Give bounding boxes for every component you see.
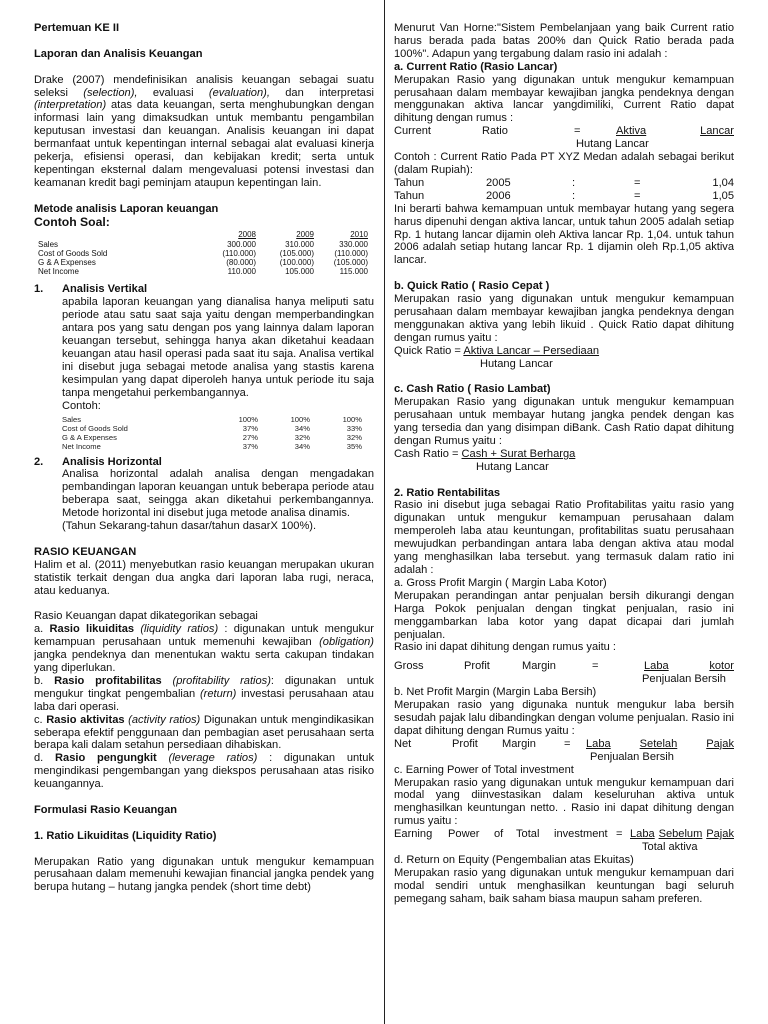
- column-divider: [384, 0, 385, 1024]
- kategori-d: d. Rasio pengungkit (leverage ratios) : digunakan untuk mengindikasi pengembangan yang diekspos perusahaan atas risiko keuangannya.: [34, 752, 374, 791]
- left-column: [34, 0, 374, 1024]
- current-ratio-example: Contoh : Current Ratio Pada PT XYZ Medan adalah sebagai berikut (dalam Rupiah):: [394, 151, 734, 176]
- horizontal-heading: 2. Analisis Horizontal: [34, 455, 162, 468]
- cash-ratio-formula: Cash Ratio = Cash + Surat Berharga Hutang Lancar: [394, 447, 576, 473]
- roe-title: d. Return on Equity (Pengembalian atas Ekuitas): [394, 853, 634, 866]
- page-title: Pertemuan KE II: [34, 22, 120, 34]
- current-ratio-row: Tahun 2005 : = 1,04: [394, 176, 734, 189]
- npm-formula: Net Profit Margin = Laba Setelah Pajak Penjualan Bersih: [394, 737, 734, 763]
- quick-ratio-title: b. Quick Ratio ( Rasio Cepat ): [394, 280, 550, 293]
- kategori-a: a. Rasio likuiditas (liquidity ratios) : digunakan untuk mengukur kemampuan perusahaan untuk memenuhi kewajiban (obligation) jangka pendeknya dan menentukan waktu serta cakupan tindakan yang diperlukan.: [34, 623, 374, 674]
- formulasi-title: Formulasi Rasio Keuangan: [34, 803, 178, 816]
- table-row: Cost of Goods Sold 37% 34% 33%: [62, 423, 362, 433]
- current-ratio-formula: Current Ratio = Aktiva Lancar Hutang Lancar: [394, 125, 734, 151]
- horizontal-text: Analisa horizontal adalah analisa dengan mengadakan pembandingan laporan keuangan untuk beberapa periode atau beberapa saat, seingga akan diketahui perkembangannya. Metode horizontal ini disebut juga metode analisa dinamis.: [62, 468, 374, 520]
- contoh-label: Contoh:: [62, 399, 101, 412]
- intro-paragraph: Drake (2007) mendefinisikan analisis keuangan sebagai suatu seleksi (selection), evaluasi (evaluation), dan interpretasi (interpretation) atas data keuangan, serta menghubungkan dengan informasi lain yang dimaksudkan untuk membantu pengambilan keputusan investasi dan keuangan. Analisis keuangan ini dapat bermanfaat untuk kepentingan internal sebagai alat evaluasi kinerja pekerja, efisiensi operasi, dan kebijakan kredit; serta untuk kepentingan eksternal dalam mengevaluasi potensi investasi dan keamanan kredit bagi peminjam ataupun kepentingan lain.: [34, 73, 374, 189]
- epti-text: Merupakan rasio yang digunakan untuk mengukur kemampuan dari modal yang diinvestasikan dalam keseluruhan aktiva untuk menghasilkan keuntungan netto. . Rasio ini dapat dihitung dengan rumus yaitu :: [394, 776, 734, 828]
- npm-text: Merupakan rasio yang digunaka nuntuk mengukur laba bersih sesudah pajak lalu dibandingkan dengan volume penjualan. Rasio ini dapat dihitung dengan Rumus yaitu :: [394, 699, 734, 737]
- metode-title: Metode analisis Laporan keuangan: [34, 202, 219, 215]
- gpm-title: a. Gross Profit Margin ( Margin Laba Kotor): [394, 576, 607, 589]
- epti-title: c. Earning Power of Total investment: [394, 763, 574, 776]
- kategori-intro: Rasio Keuangan dapat dikategorikan sebagai: [34, 610, 258, 623]
- quick-ratio-formula: Quick Ratio = Aktiva Lancar – Persediaan Hutang Lancar: [394, 344, 600, 370]
- table-row: Net Income 110.000 105.000 115.000: [38, 267, 368, 277]
- vertikal-heading: 1. Analisis Vertikal: [34, 283, 148, 296]
- kategori-c: c. Rasio aktivitas (activity ratios) Digunakan untuk mengindikasikan seberapa efektif penggunaan dan pembagian aset perusahaan serta berapa kali dalam setahun persediaan dihabiskan.: [34, 713, 374, 752]
- quick-ratio-text: Merupakan rasio yang digunakan untuk mengukur kemampuan perusahaan dalam membayar kewajiban jangka pendeknya dengan menggunakan aktiva yang lebih likuid . Quick Ratio dapat dihitung dengan rumus yaitu :: [394, 293, 734, 344]
- current-ratio-explain: Ini berarti bahwa kemampuan untuk membayar hutang yang segera harus dipenuhi dengan aktiva lancar, untuk tahun 2005 adalah setiap Rp. 1 hutang lancar dijamin oleh Aktiva lancar Rp. 1,04. untuk tahun 2006 adalah setiap hutang lancar Rp. 1 dijamin oleh Rp.1,05 aktiva lancar.: [394, 202, 734, 267]
- vertikal-text: apabila laporan keuangan yang dianalisa hanya meliputi satu periode atau satu saat saja yaitu dengan memperbandingkan antara pos yang satu dengan pos yang lainnya dalam laporan keuangan tersebut, sehingga hanya akan diketahui keadaan keuangan atau hasil operasi pada saat itu saja. Analisa vertikal ini disebut juga sebagai metode analisa yang stastis karena kesimpulan yang dapat diperoleh hanya untuk periode itu saja tanpa mengetahui perkembangannya.: [62, 296, 374, 399]
- horizontal-formula: (Tahun Sekarang-tahun dasar/tahun dasarX 100%).: [62, 520, 317, 533]
- right-column: [394, 0, 734, 1024]
- rentabilitas-text: Rasio ini disebut juga sebagai Ratio Profitabilitas yaitu rasio yang digunakan untuk mengukur kemampuan perusahaan dalam memperoleh laba atau keuntungan, profitabilitas suatu perusahaan mewujudkan perbandingan antara laba dengan aktiva atau modal yang menghasilkan laba tersebut. yang termasuk dalam ratio ini adalah :: [394, 499, 734, 577]
- percentage-table: [62, 415, 362, 451]
- likuiditas-text: Merupakan Ratio yang digunakan untuk mengukur kemampuan perusahaan dalam memenuhi kewajian financial jangka pendek yang berupa hutang – hutang jangka pendek (short time debt): [34, 855, 374, 894]
- section-title-laporan: Laporan dan Analisis Keuangan: [34, 47, 203, 60]
- financial-table: [38, 230, 368, 276]
- table-row: G & A Expenses 27% 32% 32%: [62, 432, 362, 442]
- gpm-text: Merupakan perandingan antar penjualan bersih dikurangi dengan Harga Pokok penjualan dengan tingkat penjualan, rasio ini menggambarkan laba kotor yang dapat dicapai dari jumlah penjualan.: [394, 589, 734, 641]
- cash-ratio-title: c. Cash Ratio ( Rasio Lambat): [394, 383, 551, 396]
- npm-title: b. Net Profit Margin (Margin Laba Bersih): [394, 686, 597, 699]
- cash-ratio-text: Merupakan Rasio yang digunakan untuk mengukur kemampuan perusahaan untuk membayar hutang jangka pendek dengan kas yang tersedia dan yang disimpan diBank. Cash Ratio dapat dihitung dengan Rumus yaitu :: [394, 396, 734, 447]
- year-header: 2009: [296, 230, 314, 240]
- current-ratio-title: a. Current Ratio (Rasio Lancar): [394, 60, 558, 73]
- rasio-keuangan-title: RASIO KEUANGAN: [34, 545, 137, 558]
- gpm-formula: Gross Profit Margin = Laba kotor Penjualan Bersih: [394, 660, 734, 686]
- table-row: G & A Expenses (80.000) (100.000) (105.000): [38, 258, 368, 268]
- gpm-rumus: Rasio ini dapat dihitung dengan rumus yaitu :: [394, 641, 617, 654]
- contoh-soal-label: Contoh Soal:: [34, 214, 110, 229]
- table-row: Cost of Goods Sold (110.000) (105.000) (110.000): [38, 248, 368, 258]
- van-horne-quote: Menurut Van Horne:"Sistem Pembelanjaan yang baik Current ratio harus berada pada batas 200% dan Quick Ratio berada pada 100%". Adapun yang tergabung dalam rasio ini adalah :: [394, 22, 734, 60]
- year-header: 2008: [238, 230, 256, 240]
- roe-text: Merupakan rasio yang digunakan untuk mengukur kemampuan dari modal sendiri untuk menghasilkan keuntungan bagi seluruh pemegang saham, baik saham biasa maupun saham preferen.: [394, 866, 734, 905]
- current-ratio-row: Tahun 2006 : = 1,05: [394, 189, 734, 202]
- table-row: Net Income 37% 34% 35%: [62, 441, 362, 451]
- table-row: Sales 300.000 310.000 330.000: [38, 239, 368, 249]
- current-ratio-text: Merupakan Rasio yang digunakan untuk mengukur kemampuan perusahaan dalam membayar kewajiban jangka pendeknya dengan menggunakan aktiva lancar yangdimiliki, Current Ratio dapat dihitung dengan rumus :: [394, 73, 734, 125]
- rentabilitas-title: 2. Ratio Rentabilitas: [394, 486, 501, 499]
- year-header: 2010: [350, 230, 368, 240]
- likuiditas-title: 1. Ratio Likuiditas (Liquidity Ratio): [34, 829, 217, 842]
- epti-formula: Earning Power of Total investment = Laba Sebelum Pajak Total aktiva: [394, 828, 734, 854]
- table-row: Sales 100% 100% 100%: [62, 414, 362, 424]
- kategori-b: b. Rasio profitabilitas (profitability ratios): digunakan untuk mengukur tingkat pengembalian (return) investasi perusahaan atau laba dari operasi.: [34, 674, 374, 713]
- rasio-keuangan-text: Halim et al. (2011) menyebutkan rasio keuangan merupakan ukuran statistik terkait dengan dua angka dari laporan laba rugi, neraca, atau keduanya.: [34, 558, 374, 597]
